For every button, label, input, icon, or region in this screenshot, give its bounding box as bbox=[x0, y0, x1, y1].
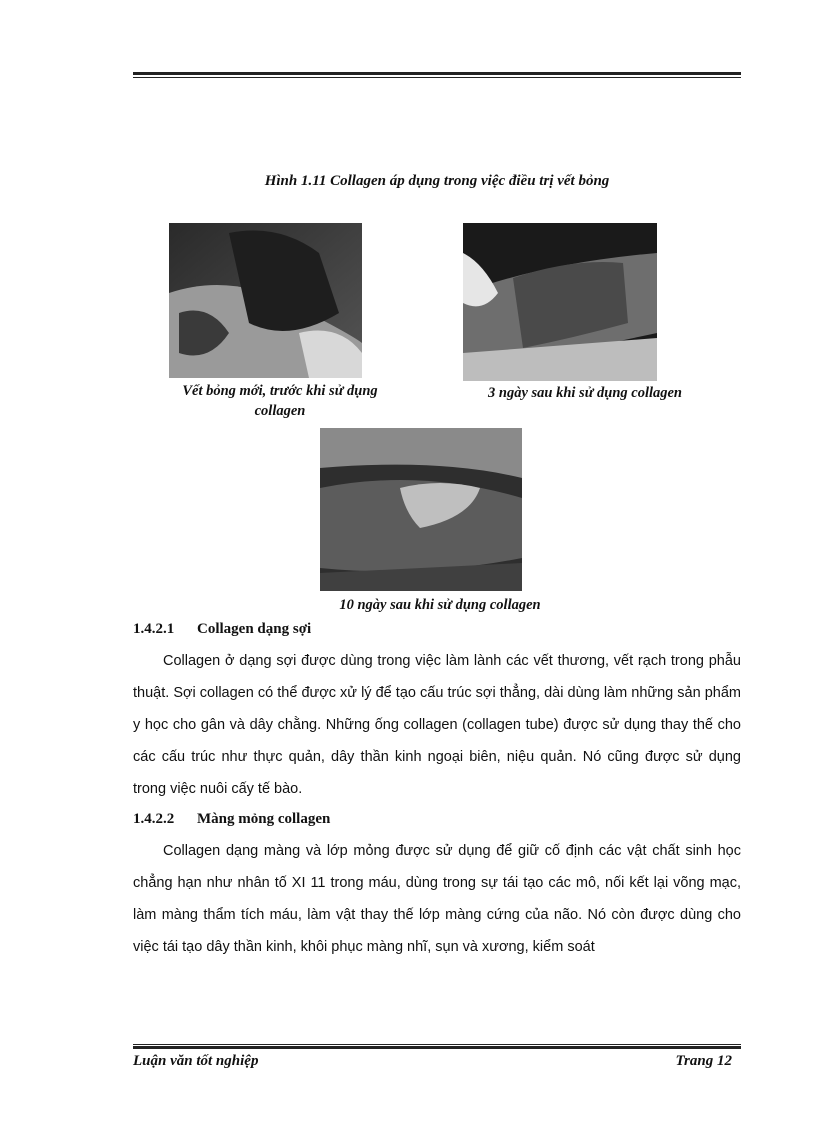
caption-10-days: 10 ngày sau khi sử dụng collagen bbox=[339, 597, 541, 613]
photo-10-days bbox=[320, 428, 522, 591]
section-number: 1.4.2.1 bbox=[133, 621, 175, 637]
caption-fresh-burn: Vết bỏng mới, trước khi sử dụng collagen bbox=[182, 383, 378, 419]
section-heading bbox=[133, 621, 311, 638]
section-paragraph: Collagen dạng màng và lớp mỏng được sử dụng để giữ cố định các vật chất sinh học chẳng hạn như nhân tố XI 11 trong máu, dùng trong sự tái tạo các mô, nối kết lại võng mạc, làm màng thẩm tích máu, làm vật thay thế lớp màng cứng của não. Nó còn được dùng cho việc tái tạo dây thần kinh, khôi phục màng nhĩ, sụn và xương, kiểm soát bbox=[133, 843, 741, 955]
figure-title: Hình 1.11 Collagen áp dụng trong việc điều trị vết bỏng bbox=[264, 173, 610, 189]
header-rule bbox=[133, 72, 741, 78]
caption-3-days: 3 ngày sau khi sử dụng collagen bbox=[488, 385, 683, 401]
section-heading bbox=[133, 811, 330, 828]
section-title: Collagen dạng sợi bbox=[197, 621, 312, 637]
photo-3-days bbox=[463, 223, 657, 381]
photo-fresh-burn bbox=[169, 223, 362, 378]
footer-thesis-label: Luận văn tốt nghiệp bbox=[133, 1053, 259, 1069]
section-title: Màng mỏng collagen bbox=[197, 811, 331, 827]
footer-rule bbox=[133, 1043, 741, 1049]
section-paragraph: Collagen ở dạng sợi được dùng trong việc làm lành các vết thương, vết rạch trong phẫu thuật. Sợi collagen có thể được xử lý để tạo cấu trúc sợi thẳng, dài dùng làm những sản phẩm y học cho gân và dây chằng. Những ống collagen (collagen tube) được sử dụng thay thế cho các cấu trúc như thực quản, dây thần kinh ngoại biên, niệu quản. Nó cũng được sử dụng trong việc nuôi cấy tế bào. bbox=[133, 653, 741, 797]
footer-page-number: Trang 12 bbox=[675, 1053, 732, 1069]
section-number: 1.4.2.2 bbox=[133, 811, 175, 827]
